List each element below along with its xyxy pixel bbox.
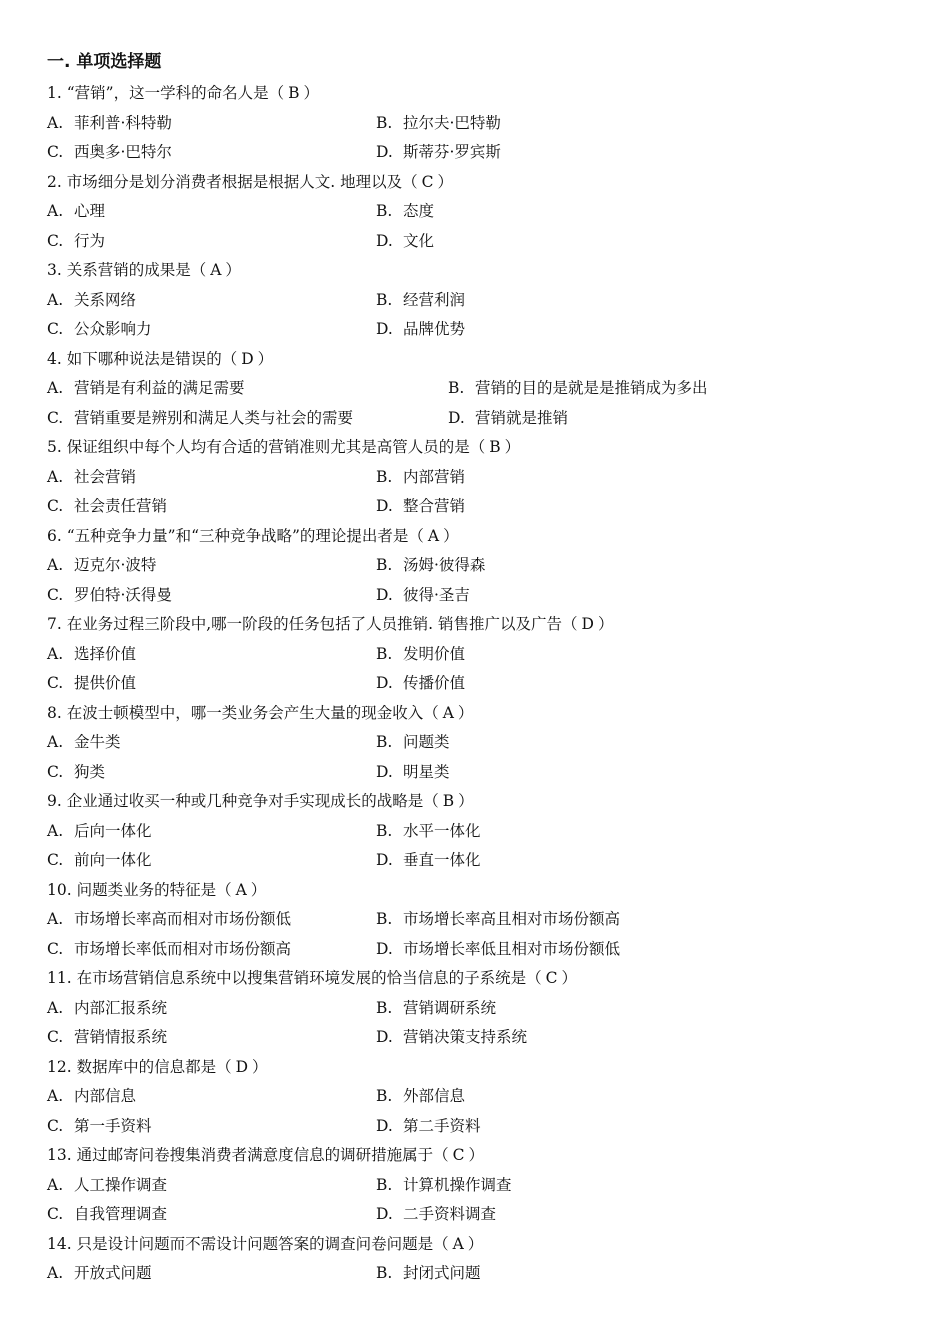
- option-text: 营销决策支持系统: [403, 1028, 528, 1046]
- option-letter: A.: [47, 1175, 64, 1194]
- answer-letter: B: [442, 792, 455, 810]
- option-letter: B.: [376, 1175, 393, 1194]
- option-text: 问题类: [403, 733, 450, 751]
- option: [47, 758, 105, 788]
- question-text: 3. 关系营销的成果是（: [47, 261, 207, 279]
- question-close: ）: [468, 1146, 484, 1164]
- option: [47, 1171, 167, 1201]
- question-line: [47, 964, 577, 994]
- option-row: [0, 669, 950, 699]
- question-text: 13. 通过邮寄问卷搜集消费者满意度信息的调研措施属于（: [47, 1146, 449, 1164]
- option-row: [0, 640, 950, 670]
- option: [47, 581, 172, 611]
- option: [376, 138, 501, 168]
- option-row: [0, 905, 950, 935]
- option: [376, 758, 450, 788]
- option-letter: A.: [47, 821, 64, 840]
- option-letter: D.: [376, 497, 393, 515]
- option-row: [0, 109, 950, 139]
- option-letter: D.: [376, 143, 393, 161]
- option-row: [0, 817, 950, 847]
- option: [376, 728, 450, 758]
- option: [376, 227, 434, 257]
- question-text: 12. 数据库中的信息都是（: [47, 1057, 232, 1076]
- option: [376, 1082, 465, 1112]
- option-letter: B.: [376, 556, 393, 574]
- option: [47, 286, 136, 316]
- option: [376, 935, 620, 965]
- option-text: 外部信息: [403, 1087, 466, 1105]
- option-text: 市场增长率低且相对市场份额低: [403, 939, 621, 958]
- option-row: [0, 138, 950, 168]
- option: [376, 1259, 481, 1289]
- option-text: 计算机操作调查: [403, 1175, 512, 1194]
- option-row: [0, 404, 950, 434]
- option-text: 彼得·圣吉: [403, 585, 470, 604]
- option: [47, 905, 291, 935]
- question-text: 8. 在波士顿模型中，哪一类业务会产生大量的现金收入（: [47, 703, 439, 722]
- question-close: ）: [303, 84, 319, 102]
- option-letter: C.: [47, 497, 64, 515]
- option: [47, 1259, 152, 1289]
- option-letter: D.: [376, 939, 393, 958]
- section-title: 一. 单项选择题: [47, 52, 162, 72]
- option: [47, 669, 136, 699]
- option-text: 营销重要是辨别和满足人类与社会的需要: [74, 408, 354, 427]
- question-line: [47, 787, 474, 817]
- option-letter: D.: [376, 851, 393, 869]
- option-letter: B.: [376, 1087, 393, 1105]
- option-row: [0, 1200, 950, 1230]
- option: [376, 109, 501, 139]
- option-letter: A.: [47, 113, 64, 132]
- option-text: 营销是有利益的满足需要: [74, 379, 245, 397]
- option-text: 内部信息: [74, 1087, 137, 1105]
- option-text: 第二手资料: [403, 1116, 481, 1135]
- option-letter: A.: [47, 998, 64, 1017]
- option-letter: D.: [376, 762, 393, 781]
- option: [47, 374, 245, 404]
- option-text: 内部汇报系统: [74, 998, 168, 1017]
- question-text: 2. 市场细分是划分消费者根据是根据人文. 地理以及（: [47, 172, 418, 191]
- question-close: ）: [467, 1234, 484, 1253]
- question-close: ）: [597, 615, 614, 633]
- option-letter: D.: [376, 231, 393, 250]
- option: [47, 492, 167, 522]
- option-text: 营销情报系统: [74, 1028, 168, 1046]
- question-line: [47, 345, 273, 375]
- option: [47, 227, 105, 257]
- question-line: [47, 876, 266, 906]
- option-row: [0, 551, 950, 581]
- option: [376, 492, 465, 522]
- option-letter: D.: [376, 320, 393, 338]
- option-text: 第一手资料: [74, 1116, 152, 1135]
- option: [376, 581, 470, 611]
- option-row: [0, 994, 950, 1024]
- answer-letter: A: [452, 1234, 464, 1253]
- question-line: [47, 610, 613, 640]
- question-text: 11. 在市场营销信息系统中以搜集营销环境发展的恰当信息的子系统是（: [47, 969, 542, 987]
- option-letter: B.: [376, 644, 393, 663]
- option-letter: B.: [376, 113, 393, 132]
- question-close: ）: [504, 438, 521, 456]
- option-row: [0, 758, 950, 788]
- option-letter: A.: [47, 1087, 64, 1105]
- option-letter: C.: [47, 408, 64, 427]
- option-text: 整合营销: [403, 497, 466, 515]
- option-text: 态度: [403, 202, 435, 220]
- question-line: [47, 699, 473, 729]
- option-row: [0, 463, 950, 493]
- question-text: 10. 问题类业务的特征是（: [47, 880, 232, 899]
- option-text: 市场增长率高而相对市场份额低: [74, 910, 292, 928]
- option: [376, 1112, 481, 1142]
- question-line: [47, 168, 453, 198]
- option-letter: C.: [47, 939, 64, 958]
- option-text: 水平一体化: [403, 821, 481, 840]
- question-close: ）: [250, 880, 267, 899]
- option-row: [0, 286, 950, 316]
- option: [376, 669, 465, 699]
- option: [376, 197, 434, 227]
- option-row: [0, 1112, 950, 1142]
- option-letter: D.: [376, 585, 393, 604]
- option: [448, 404, 568, 434]
- option-text: 菲利普·科特勒: [74, 113, 172, 132]
- option: [47, 728, 121, 758]
- option-row: [0, 1171, 950, 1201]
- question-line: [47, 433, 520, 463]
- option-letter: B.: [376, 910, 393, 928]
- option-text: 人工操作调查: [74, 1175, 168, 1194]
- option-text: 营销就是推销: [475, 408, 569, 427]
- option-text: 狗类: [74, 762, 106, 781]
- option-letter: C.: [47, 1028, 64, 1046]
- option: [376, 905, 620, 935]
- option-letter: D.: [448, 408, 465, 427]
- answer-letter: B: [288, 84, 300, 102]
- option-row: [0, 227, 950, 257]
- question-line: [47, 1053, 268, 1083]
- option-letter: D.: [376, 1116, 393, 1135]
- option-letter: C.: [47, 231, 64, 250]
- option-text: 行为: [74, 231, 106, 250]
- option-text: 开放式问题: [74, 1264, 152, 1282]
- option-letter: B.: [448, 379, 465, 397]
- option-letter: B.: [376, 202, 393, 220]
- option-text: 垂直一体化: [403, 851, 481, 869]
- option-text: 营销的目的是就是是推销成为多出: [475, 379, 708, 397]
- question-close: ）: [437, 172, 453, 191]
- option-letter: D.: [376, 1205, 393, 1223]
- option-text: 内部营销: [403, 467, 466, 486]
- option-row: [0, 1259, 950, 1289]
- option-text: 前向一体化: [74, 851, 152, 869]
- question-text: 9. 企业通过收买一种或几种竞争对手实现成长的战略是（: [47, 792, 439, 810]
- answer-letter: A: [235, 880, 247, 899]
- option-letter: B.: [376, 733, 393, 751]
- question-line: [47, 256, 241, 286]
- question-text: 7. 在业务过程三阶段中,哪一阶段的任务包括了人员推销. 销售推广以及广告（: [47, 615, 578, 633]
- answer-letter: C: [421, 172, 434, 191]
- option-text: 文化: [403, 231, 435, 250]
- option: [47, 138, 172, 168]
- option-letter: C.: [47, 762, 64, 781]
- question-line: [47, 1230, 483, 1260]
- option: [47, 109, 172, 139]
- question-line: [47, 1141, 484, 1171]
- option: [47, 315, 152, 345]
- option-text: 迈克尔·波特: [74, 556, 157, 574]
- question-close: ）: [443, 526, 459, 545]
- option-letter: C.: [47, 143, 64, 161]
- option: [376, 1171, 512, 1201]
- option-letter: B.: [376, 998, 393, 1017]
- option-text: 发明价值: [403, 644, 466, 663]
- question-line: [47, 79, 319, 109]
- option: [376, 463, 465, 493]
- answer-letter: A: [210, 261, 222, 279]
- option-text: 公众影响力: [74, 320, 152, 338]
- answer-letter: C: [545, 969, 558, 987]
- option: [47, 1082, 136, 1112]
- option: [376, 1023, 527, 1053]
- option-text: 拉尔夫·巴特勒: [403, 113, 501, 132]
- option: [376, 846, 481, 876]
- option-letter: A.: [47, 644, 64, 663]
- option-row: [0, 935, 950, 965]
- option-text: 品牌优势: [403, 320, 466, 338]
- question-line: [47, 522, 459, 552]
- answer-letter: A: [427, 526, 440, 545]
- option-text: 自我管理调查: [74, 1205, 168, 1223]
- option-text: 西奥多·巴特尔: [74, 143, 172, 161]
- answer-letter: B: [489, 438, 501, 456]
- option-text: 心理: [74, 202, 106, 220]
- option: [47, 994, 167, 1024]
- option-row: [0, 1082, 950, 1112]
- question-close: ）: [257, 349, 274, 368]
- option-row: [0, 492, 950, 522]
- option-text: 社会责任营销: [74, 497, 168, 515]
- question-close: ）: [252, 1057, 268, 1076]
- option-letter: C.: [47, 1116, 64, 1135]
- option: [376, 994, 496, 1024]
- option-text: 营销调研系统: [403, 998, 497, 1017]
- question-text: 4. 如下哪种说法是错误的（: [47, 349, 238, 368]
- option: [47, 846, 152, 876]
- option-row: [0, 581, 950, 611]
- question-text: 1. “营销”，这一学科的命名人是（: [47, 84, 285, 102]
- option-text: 封闭式问题: [403, 1264, 481, 1282]
- option: [47, 935, 291, 965]
- option-letter: A.: [47, 1264, 64, 1282]
- option-letter: A.: [47, 290, 64, 309]
- option-letter: C.: [47, 674, 64, 692]
- question-close: ）: [561, 969, 577, 987]
- option-letter: D.: [376, 1028, 393, 1046]
- option: [448, 374, 708, 404]
- option-row: [0, 728, 950, 758]
- option-letter: B.: [376, 290, 393, 309]
- question-text: 6. “五种竞争力量”和“三种竞争战略”的理论提出者是（: [47, 526, 424, 545]
- option-letter: C.: [47, 320, 64, 338]
- question-close: ）: [458, 792, 474, 810]
- option-text: 斯蒂芬·罗宾斯: [403, 143, 501, 161]
- option: [47, 817, 152, 847]
- option-letter: A.: [47, 733, 64, 751]
- option-letter: C.: [47, 1205, 64, 1223]
- option-letter: B.: [376, 821, 393, 840]
- option: [47, 197, 105, 227]
- option-row: [0, 374, 950, 404]
- option-text: 社会营销: [74, 467, 137, 486]
- option-text: 市场增长率低而相对市场份额高: [74, 939, 292, 958]
- option-letter: B.: [376, 1264, 393, 1282]
- question-close: ）: [225, 261, 241, 279]
- option-letter: D.: [376, 674, 393, 692]
- option-letter: A.: [47, 202, 64, 220]
- option-text: 汤姆·彼得森: [403, 556, 486, 574]
- option: [376, 315, 465, 345]
- answer-letter: C: [452, 1146, 465, 1164]
- option-letter: A.: [47, 467, 64, 486]
- option-letter: B.: [376, 467, 393, 486]
- option-text: 关系网络: [74, 290, 137, 309]
- option-row: [0, 1023, 950, 1053]
- option: [47, 640, 136, 670]
- option-text: 罗伯特·沃得曼: [74, 585, 172, 604]
- option: [47, 463, 136, 493]
- option-row: [0, 846, 950, 876]
- option: [47, 1023, 167, 1053]
- option-text: 选择价值: [74, 644, 137, 663]
- answer-letter: A: [442, 703, 454, 722]
- option-text: 市场增长率高且相对市场份额高: [403, 910, 621, 928]
- question-text: 14. 只是设计问题而不需设计问题答案的调查问卷问题是（: [47, 1234, 449, 1253]
- option: [47, 1200, 167, 1230]
- option-letter: C.: [47, 585, 64, 604]
- option-row: [0, 197, 950, 227]
- option: [376, 817, 481, 847]
- option: [376, 286, 465, 316]
- option-letter: A.: [47, 556, 64, 574]
- question-text: 5. 保证组织中每个人均有合适的营销准则尤其是高管人员的是（: [47, 438, 486, 456]
- option-letter: A.: [47, 910, 64, 928]
- option-text: 传播价值: [403, 674, 466, 692]
- option: [376, 551, 485, 581]
- option-text: 后向一体化: [74, 821, 152, 840]
- question-close: ）: [457, 703, 474, 722]
- option: [376, 1200, 496, 1230]
- option-letter: C.: [47, 851, 64, 869]
- option-text: 金牛类: [74, 733, 121, 751]
- option-text: 二手资料调查: [403, 1205, 497, 1223]
- option: [47, 1112, 152, 1142]
- option-text: 明星类: [403, 762, 450, 781]
- option-letter: A.: [47, 379, 64, 397]
- option: [47, 551, 156, 581]
- option-row: [0, 315, 950, 345]
- option: [47, 404, 353, 434]
- answer-letter: D: [581, 615, 594, 633]
- option: [376, 640, 465, 670]
- answer-letter: D: [241, 349, 254, 368]
- option-text: 提供价值: [74, 674, 137, 692]
- answer-letter: D: [235, 1057, 249, 1076]
- option-text: 经营利润: [403, 290, 466, 309]
